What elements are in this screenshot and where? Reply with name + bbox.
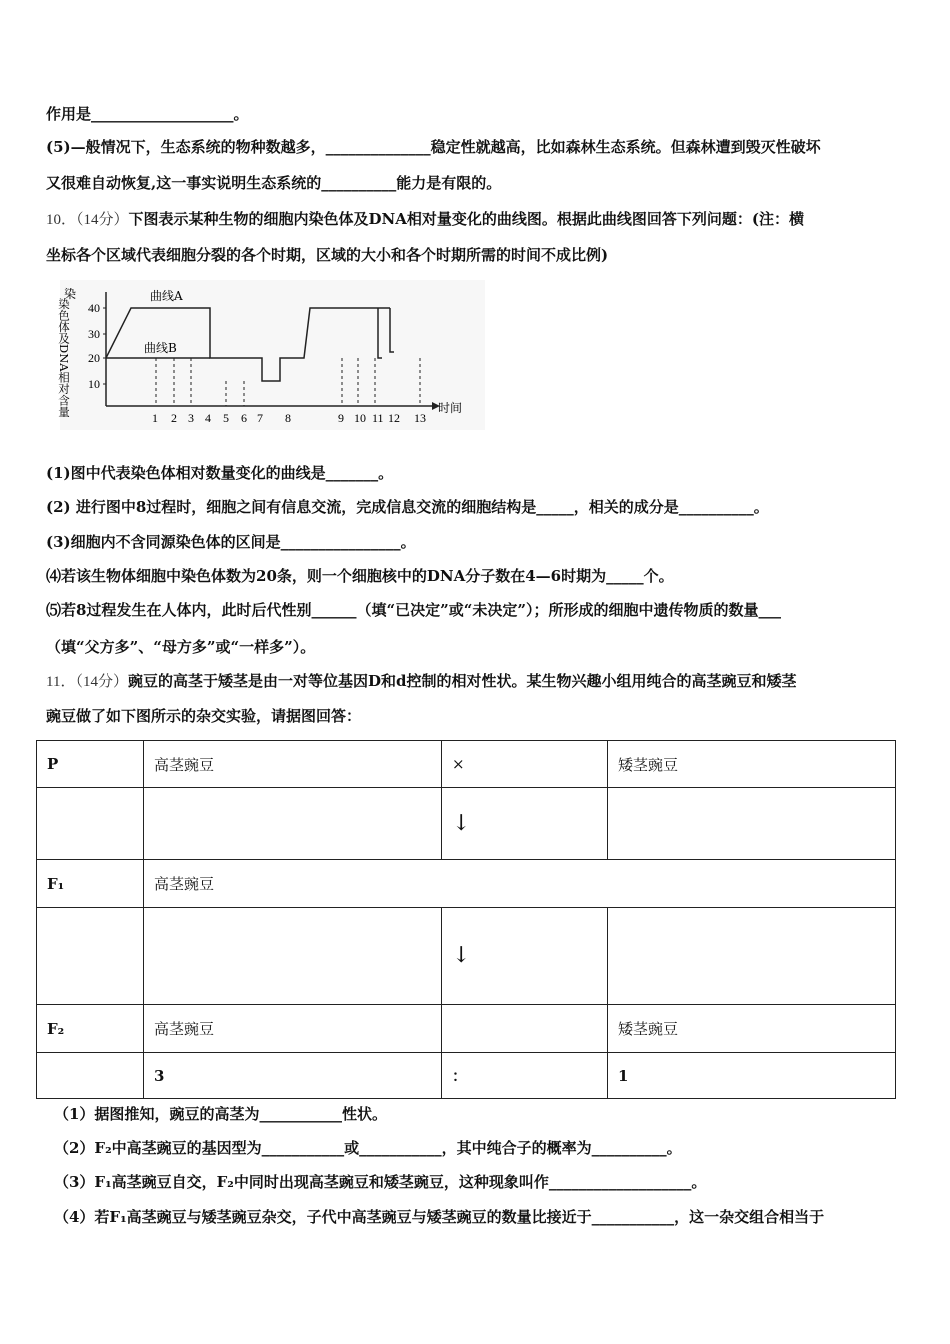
table-cell: 高茎豌豆: [144, 1005, 442, 1053]
table-cell: [37, 1053, 144, 1099]
x-tick-label: 11: [372, 411, 384, 425]
question-text: 豌豆的高茎于矮茎是由一对等位基因D和d控制的相对性状。某生物兴趣小组用纯合的高茎豌豆和矮茎: [127, 672, 797, 690]
curve-b-label: 曲线B: [144, 341, 177, 355]
text-line: 作用是___________________。: [46, 105, 249, 123]
y-tick-label: 20: [88, 351, 100, 365]
table-cell: [144, 788, 442, 860]
table-cell: [442, 1005, 608, 1053]
table-row: [37, 788, 896, 860]
table-cell: [442, 908, 608, 1005]
table-cell: ：: [442, 1053, 608, 1099]
y-tick-label: 10: [88, 377, 100, 391]
table-row: [37, 908, 896, 1005]
table-cell: 1: [608, 1053, 896, 1099]
table-cell: [608, 788, 896, 860]
table-cell: 高茎豌豆: [144, 860, 896, 908]
table-cell: F₂: [37, 1005, 144, 1053]
table-cell: [608, 908, 896, 1005]
x-tick-label: 1: [152, 411, 158, 425]
table-row: [37, 1053, 896, 1099]
table-cell: [37, 788, 144, 860]
question-11-header: [46, 671, 796, 692]
table-cell: ×: [442, 741, 608, 788]
arrow-down-icon: ↓: [452, 943, 471, 968]
text-line: （2）F₂中高茎豌豆的基因型为___________或___________，其中纯合子的概率为__________。: [54, 1139, 682, 1157]
table-cell: F₁: [37, 860, 144, 908]
x-tick-label: 2: [171, 411, 177, 425]
x-tick-label: 3: [188, 411, 194, 425]
text-line: （3）F₁高茎豌豆自交，F₂中同时出现高茎豌豆和矮茎豌豆，这种现象叫作___________________。: [54, 1173, 707, 1191]
question-10-header: [46, 209, 804, 230]
text-line: （1）据图推知，豌豆的高茎为___________性状。: [54, 1105, 387, 1123]
text-line: (2) 进行图中8过程时，细胞之间有信息交流，完成信息交流的细胞结构是_____，相关的成分是__________。: [46, 498, 769, 516]
question-number: 11．（14分）: [46, 674, 128, 690]
table-cell: 高茎豌豆: [144, 741, 442, 788]
table-cell: [37, 908, 144, 1005]
text-line: (3)细胞内不含同源染色体的区间是________________。: [46, 533, 416, 551]
text-line: 豌豆做了如下图所示的杂交实验，请据图回答：: [46, 707, 362, 725]
table-row: [37, 741, 896, 788]
x-axis-label: 时间: [438, 401, 463, 415]
table-row: [37, 1005, 896, 1053]
x-tick-label: 12: [388, 411, 400, 425]
table-cell: [144, 908, 442, 1005]
table-cell: [442, 788, 608, 860]
text-line: 坐标各个区域代表细胞分裂的各个时期，区域的大小和各个时期所需的时间不成比例): [46, 246, 609, 264]
text-line: （4）若F₁高茎豌豆与矮茎豌豆杂交，子代中高茎豌豆与矮茎豌豆的数量比接近于___________，这一杂交组合相当于: [54, 1208, 825, 1226]
curve-a-label: 曲线A: [150, 289, 183, 303]
text-line: (1)图中代表染色体相对数量变化的曲线是_______。: [46, 464, 394, 482]
x-tick-label: 8: [285, 411, 291, 425]
y-tick-label: 30: [88, 327, 100, 341]
x-tick-label: 6: [241, 411, 247, 425]
text-line: ⑷若该生物体细胞中染色体数为20条，则一个细胞核中的DNA分子数在4—6时期为_____个。: [46, 567, 674, 585]
text-line: 又很难自动恢复,这一事实说明生态系统的__________能力是有限的。: [46, 174, 502, 192]
x-tick-label: 9: [338, 411, 344, 425]
text-line: (5)—般情况下，生态系统的物种数越多，______________稳定性就越高，比如森林生态系统。但森林遭到毁灭性破坏: [46, 138, 821, 156]
question-text: 下图表示某种生物的细胞内染色体及DNA相对量变化的曲线图。根据此曲线图回答下列问题：(注：横: [128, 210, 804, 228]
y-axis-label-vertical: 染色体及DNA相对含量: [57, 298, 71, 418]
table-row: [37, 860, 896, 908]
x-tick-label: 10: [354, 411, 366, 425]
x-tick-label: 7: [257, 411, 263, 425]
x-tick-label: 13: [414, 411, 426, 425]
question-number: 10．（14分）: [46, 212, 129, 228]
text-line: ⑸若8过程发生在人体内，此时后代性别______（填“已决定”或“未决定”）；所形成的细胞中遗传物质的数量___: [46, 601, 781, 619]
table-cell: 矮茎豌豆: [608, 741, 896, 788]
y-tick-label: 40: [88, 301, 100, 315]
table-cell: 矮茎豌豆: [608, 1005, 896, 1053]
y-axis-label-char: 染: [64, 287, 77, 301]
x-tick-label: 4: [205, 411, 211, 425]
x-tick-label: 5: [223, 411, 229, 425]
arrow-down-icon: ↓: [452, 810, 471, 836]
table-cell: P: [37, 741, 144, 788]
chromosome-dna-chart: [57, 280, 485, 430]
table-cell: 3: [144, 1053, 442, 1099]
text-line: （填“父方多”、“母方多”或“一样多”）。: [46, 638, 316, 656]
cross-experiment-table: [36, 740, 896, 1099]
